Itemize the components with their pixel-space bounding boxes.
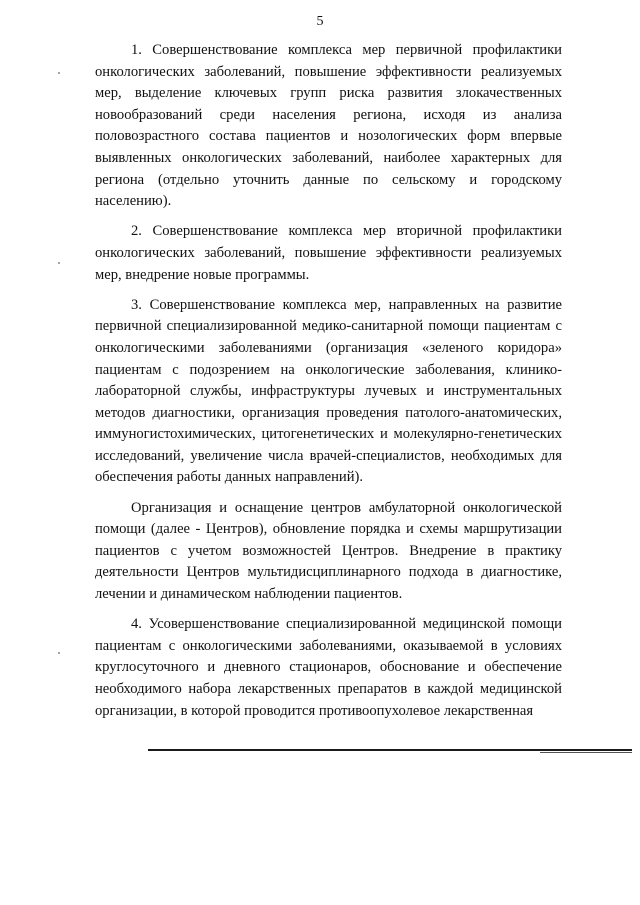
paragraph-5: 4. Усовершенствование специализированной медицинской помощи пациентам с онкологическими заболеваниями, оказываемой в условиях круглосуточного и дневного стационаров, обоснование и обеспечение необходимого набора лекарственных препаратов в каждой медицинской организации, в которой проводится противоопухолевое лекарственная bbox=[95, 616, 562, 719]
document-body bbox=[95, 40, 562, 722]
scan-artifact-dot bbox=[58, 72, 60, 74]
paragraph-3: 3. Совершенствование комплекса мер, направленных на развитие первичной специализированной медико-санитарной помощи пациентам с онкологическими заболеваниями (организация «зеленого коридора» пациентам с подозрением на онкологические заболевания, клинико-лабораторной службы, инфраструктуры лучевых и инструментальных методов диагностики, организация проведения патолого-анатомических, иммуногистохимических, цитогенетических и молекулярно-генетических исследований, увеличение числа врачей-специалистов, необходимых для обеспечения работы данных направлений). bbox=[95, 296, 562, 486]
scan-artifact-dot bbox=[58, 262, 60, 264]
scan-artifact-dot bbox=[58, 652, 60, 654]
paragraph-1: 1. Совершенствование комплекса мер первичной профилактики онкологических заболеваний, повышение эффективности реализуемых мер, выделение ключевых групп риска развития злокачественных новообразований среди населения региона, исходя из анализа половозрастного состава пациентов и нозологических форм впервые выявленных онкологических заболеваний, наиболее характерных для региона (отдельно уточнить данные по сельскому и городскому населению). bbox=[95, 42, 562, 210]
scan-divider-line bbox=[148, 749, 632, 751]
paragraph-4: Организация и оснащение центров амбулаторной онкологической помощи (далее - Центров), обновление порядка и схемы маршрутизации пациентов с учетом возможностей Центров. Внедрение в практику деятельности Центров мультидисциплинарного подхода в диагностике, лечении и динамическом наблюдении пациентов. bbox=[95, 499, 562, 603]
paragraph-2: 2. Совершенствование комплекса мер вторичной профилактики онкологических заболеваний, повышение эффективности реализуемых мер, внедрение новые программы. bbox=[95, 223, 562, 283]
page-number: 5 bbox=[316, 14, 324, 29]
scan-divider-shadow bbox=[540, 752, 632, 753]
